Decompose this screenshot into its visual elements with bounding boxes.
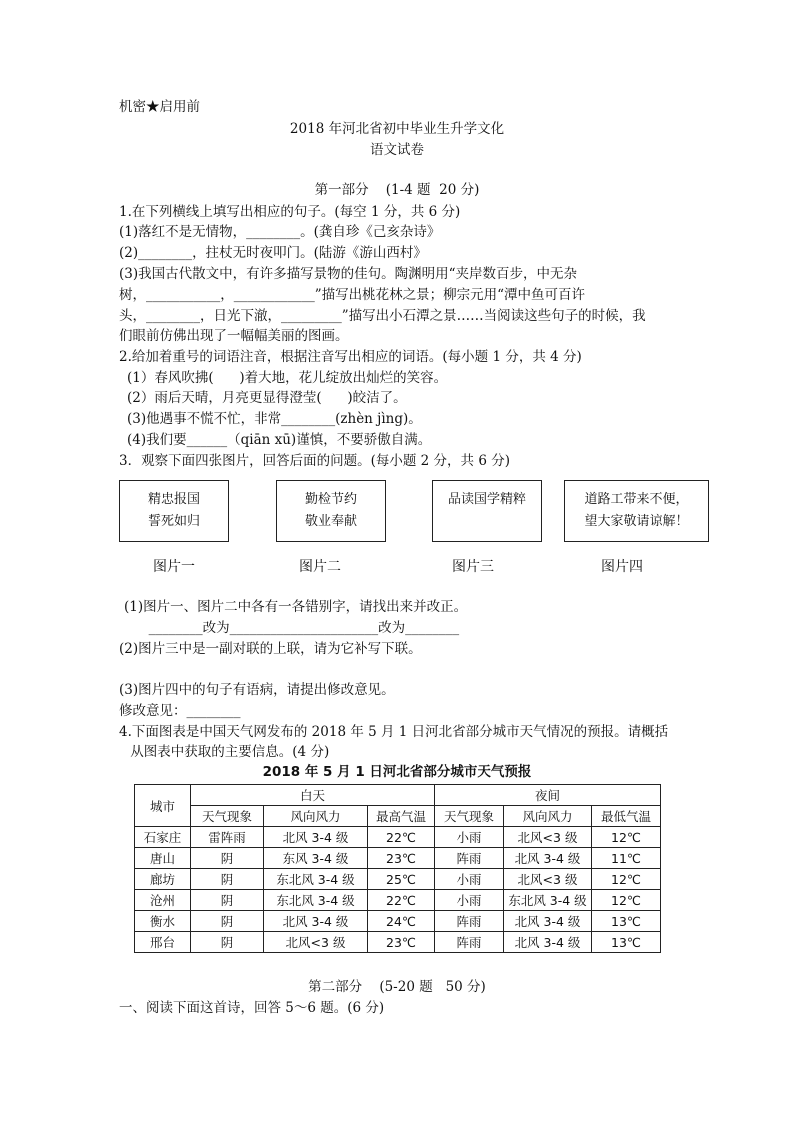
table-cell: 东北风 3-4 级	[264, 869, 368, 890]
exam-subtitle: 语文试卷	[370, 142, 424, 158]
table-row	[135, 869, 661, 890]
q1-line-1: (1)落红不是无情物，________。(龚自珍《己亥杂诗》	[119, 224, 441, 240]
sub-header: 风向风力	[504, 806, 592, 827]
part2-intro: 一、阅读下面这首诗，回答 5～6 题。(6 分)	[119, 1000, 385, 1016]
table-cell: 沧州	[135, 890, 191, 911]
table-cell: 东风 3-4 级	[264, 848, 368, 869]
picture-3-caption: 图片三	[452, 559, 494, 575]
table-row	[135, 911, 661, 932]
picture-4-caption: 图片四	[601, 559, 643, 575]
table-cell: 衡水	[135, 911, 191, 932]
col-header-city: 城市	[135, 785, 191, 827]
table-cell: 小雨	[435, 869, 504, 890]
table-cell: 北风 3-4 级	[264, 911, 368, 932]
table-cell: 北风 3-4 级	[504, 911, 592, 932]
exam-title: 2018 年河北省初中毕业生升学文化	[289, 121, 505, 137]
q2-line-2: (2）雨后天晴，月亮更显得澄莹( )皎洁了。	[127, 390, 407, 406]
sub-header: 天气现象	[191, 806, 264, 827]
table-row	[135, 848, 661, 869]
table-cell: 唐山	[135, 848, 191, 869]
table-cell: 11℃	[592, 848, 661, 869]
table-cell: 雷阵雨	[191, 827, 264, 848]
table-cell: 北风 3-4 级	[504, 848, 592, 869]
q4-stem-1: 4.下面图表是中国天气网发布的 2018 年 5 月 1 日河北省部分城市天气情况的预报。请概括	[119, 724, 669, 740]
q3-sub-3-answer: 修改意见：________	[119, 703, 241, 719]
q3-sub-3: (3)图片四中的句子有语病，请提出修改意见。	[119, 682, 395, 698]
table-cell: 12℃	[592, 827, 661, 848]
table-cell: 阵雨	[435, 911, 504, 932]
picture-2-caption: 图片二	[299, 559, 341, 575]
q3-stem: 3．观察下面四张图片，回答后面的问题。(每小题 2 分，共 6 分)	[119, 453, 510, 469]
table-cell: 小雨	[435, 890, 504, 911]
q1-line-5: 头，________，日光下澈，_________”描写出小石潭之景……当阅读这些句子的时候，我	[119, 308, 646, 324]
q4-stem-2: 从图表中获取的主要信息。(4 分)	[126, 744, 330, 760]
table-cell: 阵雨	[435, 848, 504, 869]
table-cell: 邢台	[135, 932, 191, 953]
table-cell: 东北风 3-4 级	[504, 890, 592, 911]
table-cell: 北风 3-4 级	[504, 932, 592, 953]
part1-heading: 第一部分 (1-4 题 20 分)	[314, 182, 480, 198]
table-cell: 阴	[191, 911, 264, 932]
table-cell: 廊坊	[135, 869, 191, 890]
picture-4	[564, 480, 709, 542]
col-header-night: 夜间	[435, 785, 661, 806]
col-header-day: 白天	[191, 785, 435, 806]
sub-header: 最高气温	[368, 806, 435, 827]
table-cell: 阴	[191, 932, 264, 953]
table-cell: 东北风 3-4 级	[264, 890, 368, 911]
sub-header: 风向风力	[264, 806, 368, 827]
q1-stem: 1.在下列横线上填写出相应的句子。(每空 1 分，共 6 分)	[119, 204, 461, 220]
q2-stem: 2.给加着重号的词语注音，根据注音写出相应的词语。(每小题 1 分，共 4 分)	[119, 349, 582, 365]
table-row	[135, 890, 661, 911]
table-cell: 22℃	[368, 890, 435, 911]
part2-heading: 第二部分 (5-20 题 50 分)	[308, 979, 486, 995]
table-cell: 小雨	[435, 827, 504, 848]
picture-2-line-2: 敬业奉献	[304, 514, 357, 529]
sub-header: 最低气温	[592, 806, 661, 827]
table-cell: 12℃	[592, 890, 661, 911]
q1-line-4: 树，___________，____________”描写出桃花林之景；柳宗元用“潭中鱼可百许	[119, 287, 586, 303]
table-cell: 北风<3 级	[264, 932, 368, 953]
q2-line-3: (3)他遇事不慌不忙，非常________(zhèn jìng)。	[127, 411, 422, 427]
picture-3-line-1: 品读国学精粹	[447, 492, 526, 507]
sub-header: 天气现象	[435, 806, 504, 827]
q2-line-1: (1）春风吹拂( )着大地，花儿绽放出灿烂的笑容。	[127, 370, 448, 386]
table-cell: 23℃	[368, 848, 435, 869]
table-cell: 阴	[191, 869, 264, 890]
table-cell: 阴	[191, 890, 264, 911]
table-cell: 23℃	[368, 932, 435, 953]
picture-3	[432, 480, 542, 542]
table-cell: 北风<3 级	[504, 827, 592, 848]
q3-sub-1-blanks: ________改为______________________改为________	[140, 620, 460, 636]
picture-2-line-1: 勤检节约	[304, 492, 357, 507]
table-cell: 22℃	[368, 827, 435, 848]
table-cell: 北风<3 级	[504, 869, 592, 890]
picture-2	[276, 480, 386, 542]
picture-1-line-1: 精忠报国	[147, 492, 200, 507]
picture-4-line-1: 道路工带来不便，	[584, 492, 689, 507]
q3-sub-1: (1)图片一、图片二中各有一各错别字，请找出来并改正。	[124, 599, 468, 615]
picture-4-line-2: 望大家敬请谅解！	[584, 514, 689, 529]
confidential-label: 机密★启用前	[119, 99, 200, 115]
q2-line-4: (4)我们要______（qiān xū)谨慎，不要骄傲自满。	[127, 432, 432, 448]
table-cell: 13℃	[592, 932, 661, 953]
weather-table-title: 2018 年 5 月 1 日河北省部分城市天气预报	[262, 764, 532, 780]
table-cell: 阵雨	[435, 932, 504, 953]
q1-line-3: (3)我国古代散文中，有许多描写景物的佳句。陶渊明用“夹岸数百步，中无杂	[119, 266, 578, 282]
picture-1-caption: 图片一	[153, 559, 195, 575]
q1-line-2: (2)________，拄杖无时夜叩门。(陆游《游山西村》	[119, 245, 427, 261]
table-cell: 北风 3-4 级	[264, 827, 368, 848]
q3-sub-2: (2)图片三中是一副对联的上联，请为它补写下联。	[119, 641, 422, 657]
table-cell: 25℃	[368, 869, 435, 890]
table-cell: 石家庄	[135, 827, 191, 848]
table-cell: 24℃	[368, 911, 435, 932]
weather-table	[134, 784, 661, 953]
table-cell: 12℃	[592, 869, 661, 890]
table-row	[135, 932, 661, 953]
picture-1	[119, 480, 229, 542]
table-cell: 13℃	[592, 911, 661, 932]
table-row	[135, 827, 661, 848]
table-cell: 阴	[191, 848, 264, 869]
picture-1-line-2: 誓死如归	[147, 514, 200, 529]
q1-line-6: 们眼前仿佛出现了一幅幅美丽的图画。	[119, 328, 349, 344]
